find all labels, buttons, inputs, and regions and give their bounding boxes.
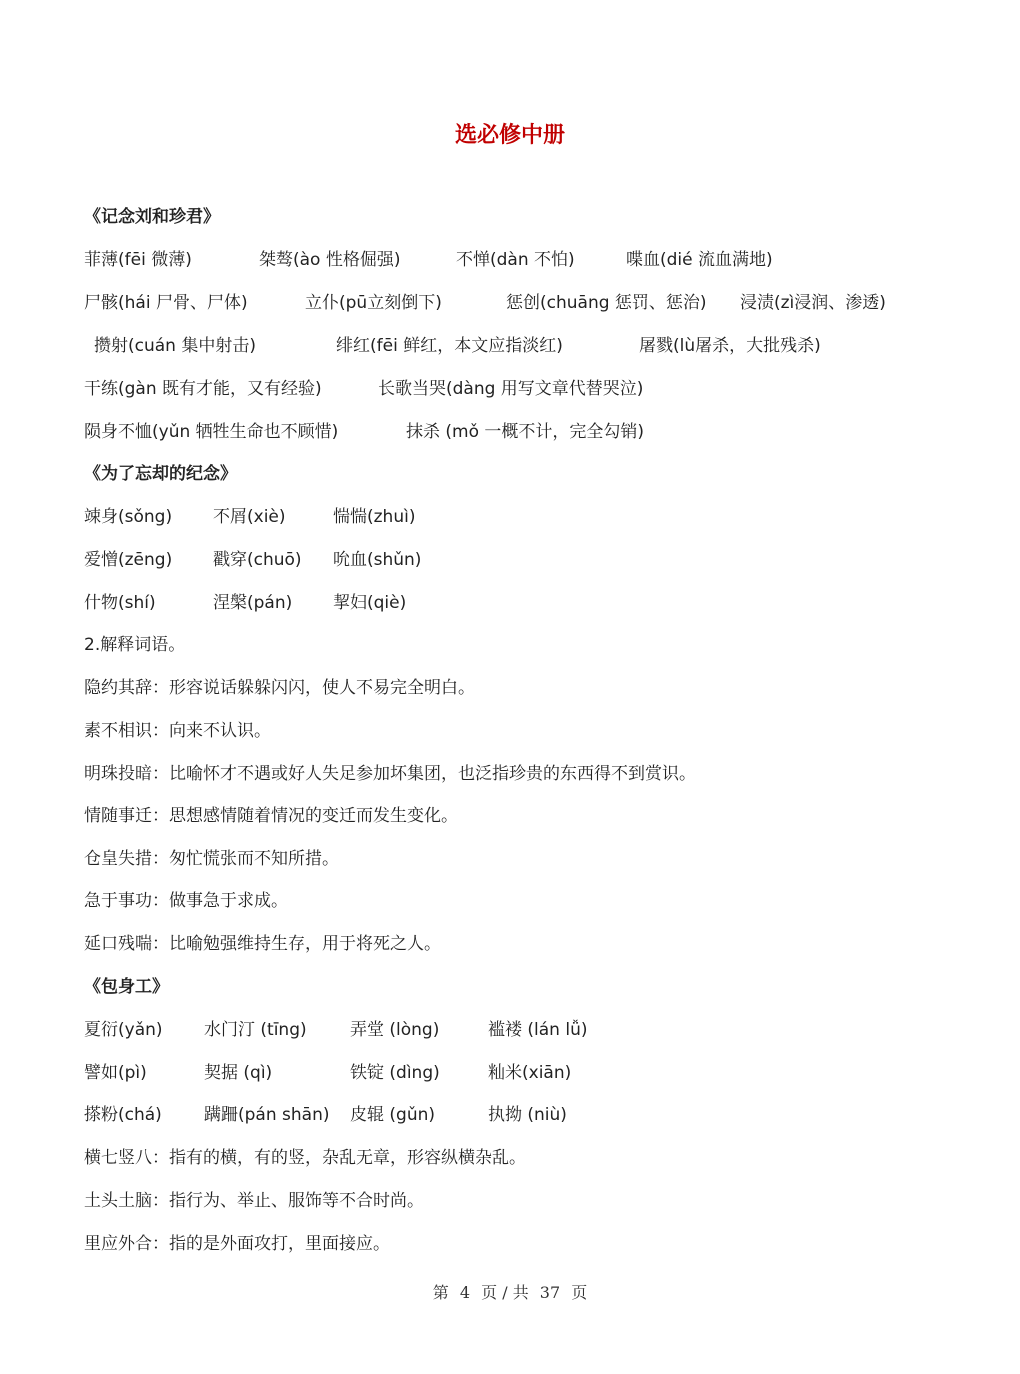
definition: 隐约其辞：形容说话躲躲闪闪，使人不易完全明白。 <box>84 678 475 698</box>
vocab-entry: 夏衍(yǎn) <box>84 1020 163 1040</box>
total-page-count: 37 <box>539 1283 561 1302</box>
definition: 土头土脑：指行为、举止、服饰等不合时尚。 <box>84 1191 424 1211</box>
vocab-entry: 譬如(pì) <box>84 1063 147 1083</box>
vocab-entry: 铁锭 (dìng) <box>350 1063 440 1083</box>
footer-prefix: 第 <box>432 1283 449 1302</box>
vocab-entry: 弄堂 (lòng) <box>350 1020 440 1040</box>
vocab-entry: 皮辊 (gǔn) <box>350 1105 436 1125</box>
section-heading: 《包身工》 <box>84 977 169 997</box>
vocab-entry: 不惮(dàn 不怕) <box>456 250 575 270</box>
vocab-entry: 挈妇(qiè) <box>333 593 407 613</box>
definition: 明珠投暗：比喻怀才不遇或好人失足参加坏集团，也泛指珍贵的东西得不到赏识。 <box>84 764 696 784</box>
definition: 横七竖八：指有的横，有的竖，杂乱无章，形容纵横杂乱。 <box>84 1148 526 1168</box>
vocab-entry: 吮血(shǔn) <box>333 550 422 570</box>
vocab-entry: 爱憎(zēng) <box>84 550 173 570</box>
vocab-entry: 执拗 (niù) <box>488 1105 567 1125</box>
vocab-entry: 不屑(xiè) <box>213 507 286 527</box>
section-heading: 《记念刘和珍君》 <box>84 207 220 227</box>
vocab-entry: 绯红(fēi 鲜红，本文应指淡红) <box>336 336 563 356</box>
vocab-entry: 干练(gàn 既有才能，又有经验) <box>84 379 322 399</box>
section-heading: 《为了忘却的纪念》 <box>84 464 237 484</box>
definition: 仓皇失措：匆忙慌张而不知所措。 <box>84 849 339 869</box>
definition: 延口残喘：比喻勉强维持生存，用于将死之人。 <box>84 934 441 954</box>
vocab-entry: 戳穿(chuō) <box>213 550 302 570</box>
vocab-entry: 浸渍(zì浸润、渗透) <box>740 293 886 313</box>
footer-suffix: 页 <box>571 1283 588 1302</box>
vocab-entry: 攒射(cuán 集中射击) <box>94 336 256 356</box>
vocab-entry: 屠戮(lù屠杀，大批残杀) <box>639 336 821 356</box>
vocab-entry: 水门汀 (tīng) <box>204 1020 307 1040</box>
definition: 里应外合：指的是外面攻打，里面接应。 <box>84 1234 390 1254</box>
footer-mid: 页 / 共 <box>481 1283 529 1302</box>
current-page-number: 4 <box>459 1283 471 1302</box>
vocab-entry: 涅槃(pán) <box>213 593 293 613</box>
vocab-entry: 什物(shí) <box>84 593 156 613</box>
vocab-entry: 惩创(chuāng 惩罚、惩治) <box>506 293 707 313</box>
vocab-entry: 蹒跚(pán shān) <box>204 1105 330 1125</box>
vocab-entry: 桀骜(ào 性格倔强) <box>259 250 401 270</box>
vocab-entry: 籼米(xiān) <box>488 1063 572 1083</box>
definition: 急于事功：做事急于求成。 <box>84 891 288 911</box>
vocab-entry: 立仆(pū立刻倒下) <box>305 293 442 313</box>
vocab-entry: 褴褛 (lán lǚ) <box>488 1020 588 1040</box>
vocab-entry: 抹杀 (mǒ 一概不计，完全勾销) <box>406 422 645 442</box>
vocab-entry: 惴惴(zhuì) <box>333 507 416 527</box>
vocab-entry: 尸骸(hái 尸骨、尸体) <box>84 293 248 313</box>
page-title: 选必修中册 <box>454 123 565 148</box>
definition: 素不相识：向来不认识。 <box>84 721 271 741</box>
vocab-entry: 长歌当哭(dàng 用写文章代替哭泣) <box>378 379 644 399</box>
vocab-entry: 菲薄(fēi 微薄) <box>84 250 192 270</box>
vocab-entry: 喋血(dié 流血满地) <box>626 250 773 270</box>
vocab-entry: 陨身不恤(yǔn 牺牲生命也不顾惜) <box>84 422 339 442</box>
vocab-entry: 竦身(sǒng) <box>84 507 173 527</box>
vocab-entry: 搽粉(chá) <box>84 1105 162 1125</box>
page-footer <box>0 1280 1020 1303</box>
vocab-entry: 契据 (qì) <box>204 1063 273 1083</box>
definition: 情随事迁：思想感情随着情况的变迁而发生变化。 <box>84 806 458 826</box>
subsection-heading: 2.解释词语。 <box>84 635 186 655</box>
